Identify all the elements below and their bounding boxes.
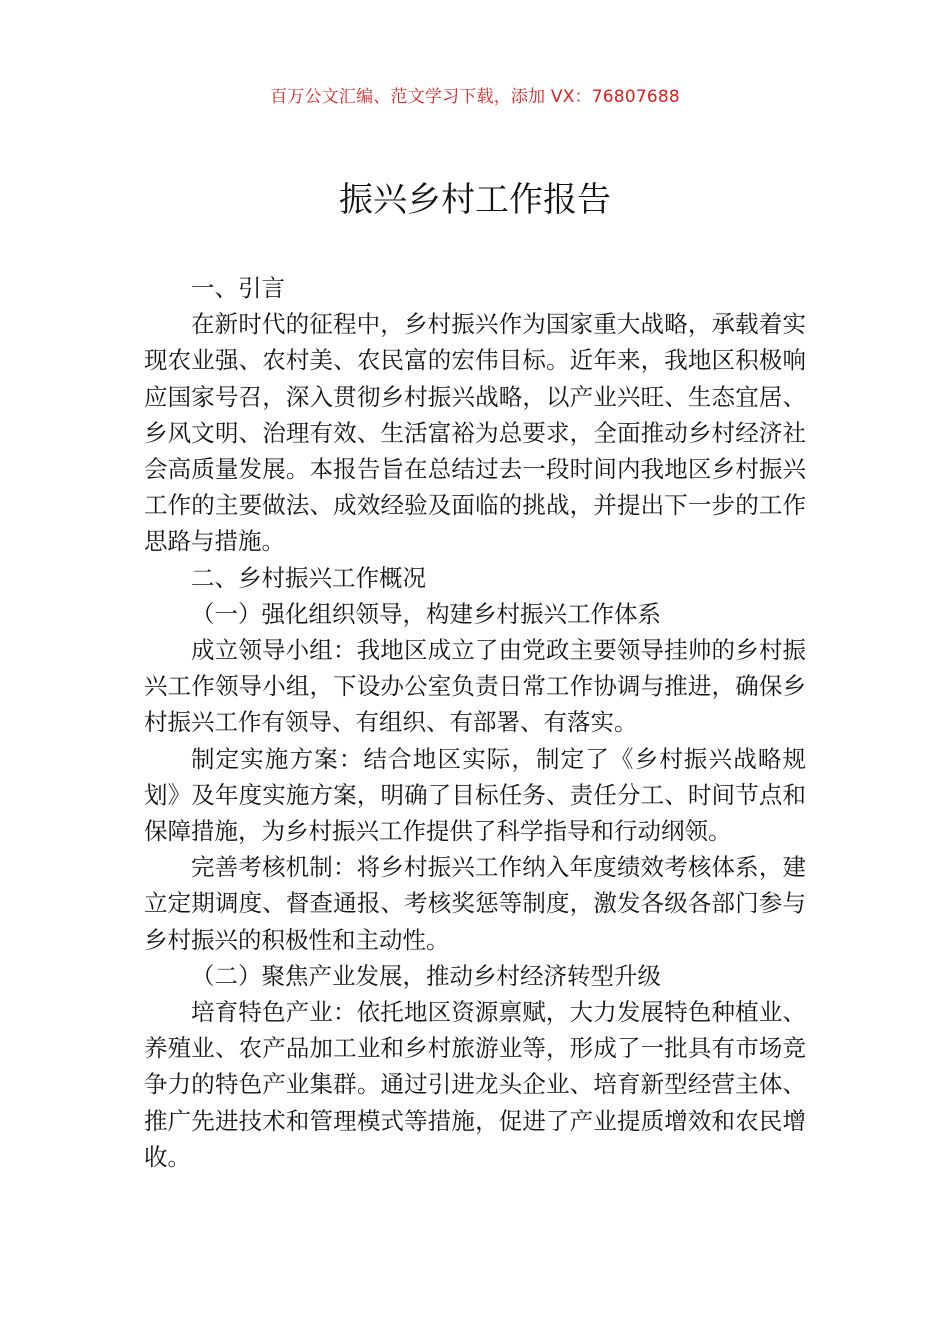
paragraph-assessment-mechanism: 完善考核机制：将乡村振兴工作纳入年度绩效考核体系，建立定期调度、督查通报、考核奖惩等制度，激发各级各部门参与乡村振兴的积极性和主动性。 bbox=[144, 853, 806, 954]
page-title: 振兴乡村工作报告 bbox=[339, 180, 611, 220]
subsection-heading-industry: （二）聚焦产业发展，推动乡村经济转型升级 bbox=[191, 961, 661, 990]
header-banner: 百万公文汇编、范文学习下载，添加 VX：76807688 bbox=[270, 87, 680, 107]
section-heading-overview: 二、乡村振兴工作概况 bbox=[191, 563, 426, 592]
paragraph-intro: 在新时代的征程中，乡村振兴作为国家重大战略，承载着实现农业强、农村美、农民富的宏伟目标。近年来，我地区积极响应国家号召，深入贯彻乡村振兴战略，以产业兴旺、生态宜居、乡风文明、治理有效、生活富裕为总要求，全面推动乡村经济社会高质量发展。本报告旨在总结过去一段时间内我地区乡村振兴工作的主要做法、成效经验及面临的挑战，并提出下一步的工作思路与措施。 bbox=[144, 310, 806, 556]
paragraph-implementation-plan: 制定实施方案：结合地区实际，制定了《乡村振兴战略规划》及年度实施方案，明确了目标任务、责任分工、时间节点和保障措施，为乡村振兴工作提供了科学指导和行动纲领。 bbox=[144, 744, 806, 846]
paragraph-characteristic-industry: 培育特色产业：依托地区资源禀赋，大力发展特色种植业、养殖业、农产品加工业和乡村旅游业等，形成了一批具有市场竞争力的特色产业集群。通过引进龙头企业、培育新型经营主体、推广先进技术和管理模式等措施，促进了产业提质增效和农民增收。 bbox=[144, 998, 806, 1171]
document-body bbox=[144, 270, 806, 1175]
section-heading-intro: 一、引言 bbox=[191, 274, 285, 302]
subsection-heading-organization: （一）强化组织领导，构建乡村振兴工作体系 bbox=[191, 599, 661, 628]
paragraph-leadership-group: 成立领导小组：我地区成立了由党政主要领导挂帅的乡村振兴工作领导小组，下设办公室负责日常工作协调与推进，确保乡村振兴工作有领导、有组织、有部署、有落实。 bbox=[144, 636, 806, 737]
